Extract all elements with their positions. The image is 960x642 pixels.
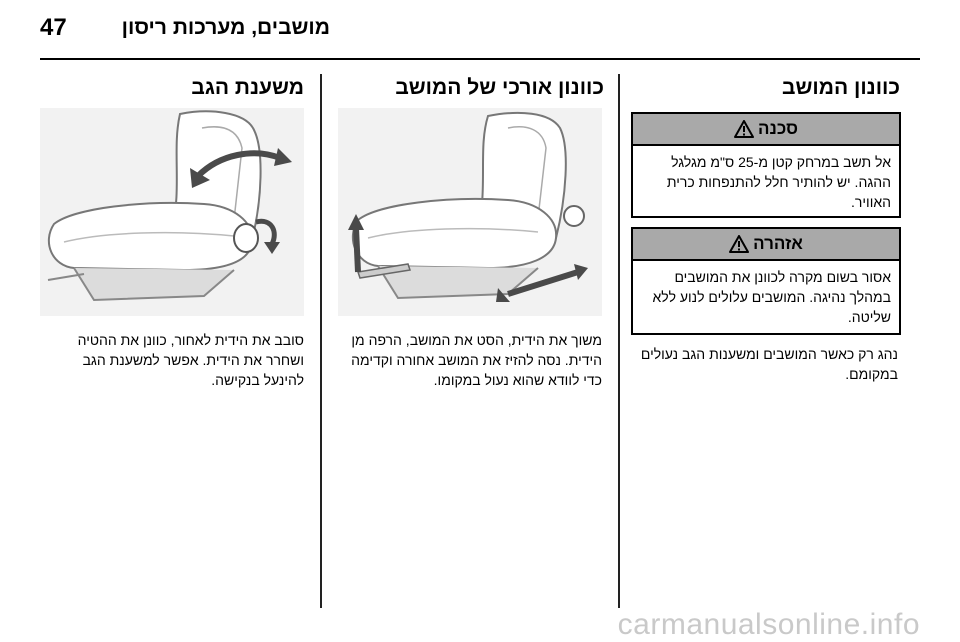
watermark: carmanualsonline.info — [617, 608, 920, 641]
warning-box-header — [633, 229, 899, 261]
section-title-backrest: משענת הגב — [191, 76, 304, 99]
warning-triangle-icon — [729, 235, 749, 253]
header-divider — [40, 58, 920, 60]
danger-box — [631, 112, 901, 218]
warning-box — [631, 227, 901, 335]
warning-text: אסור בשום מקרה לכוונן את המושבים במהלך נהיגה. המושבים עלולים לנוע ללא שליטה. — [652, 269, 891, 325]
seat-backrest-illustration — [40, 108, 304, 316]
danger-text: אל תשב במרחק קטן מ-25 ס"מ מגלגל ההגה. יש להותיר חלל להתנפחות כרית האוויר. — [666, 154, 891, 210]
chapter-title: מושבים, מערכות ריסון — [121, 16, 330, 39]
seat-adjustment-note: נהג רק כאשר המושבים ומשענות הגב נעולים במקומם. — [640, 346, 898, 382]
backrest-text: סובב את הידית לאחור, כוונן את ההטיה ושחרר את הידית. אפשר למשענת הגב להינעל בנקישה. — [77, 332, 304, 388]
section-seat-adjustment — [632, 76, 900, 100]
section-backrest — [40, 76, 304, 100]
seat-longitudinal-illustration — [338, 108, 602, 316]
longitudinal-text: משוך את הידית, הסט את המושב, הרפה מן הידית. נסה להזיז את המושב אחורה וקדימה כדי לוודא שהוא נעול במקומו. — [351, 332, 602, 388]
danger-box-header — [633, 114, 899, 146]
section-title-longitudinal: כוונון אורכי של המושב — [395, 76, 604, 99]
danger-label: סכנה — [758, 119, 798, 138]
section-longitudinal — [334, 76, 604, 100]
column-divider-left — [320, 74, 322, 608]
page-number: 47 — [40, 14, 67, 41]
column-divider-right — [618, 74, 620, 608]
section-title-seat-adjustment: כוונון המושב — [782, 76, 900, 99]
warning-label: אזהרה — [753, 234, 803, 253]
warning-triangle-icon — [734, 120, 754, 138]
